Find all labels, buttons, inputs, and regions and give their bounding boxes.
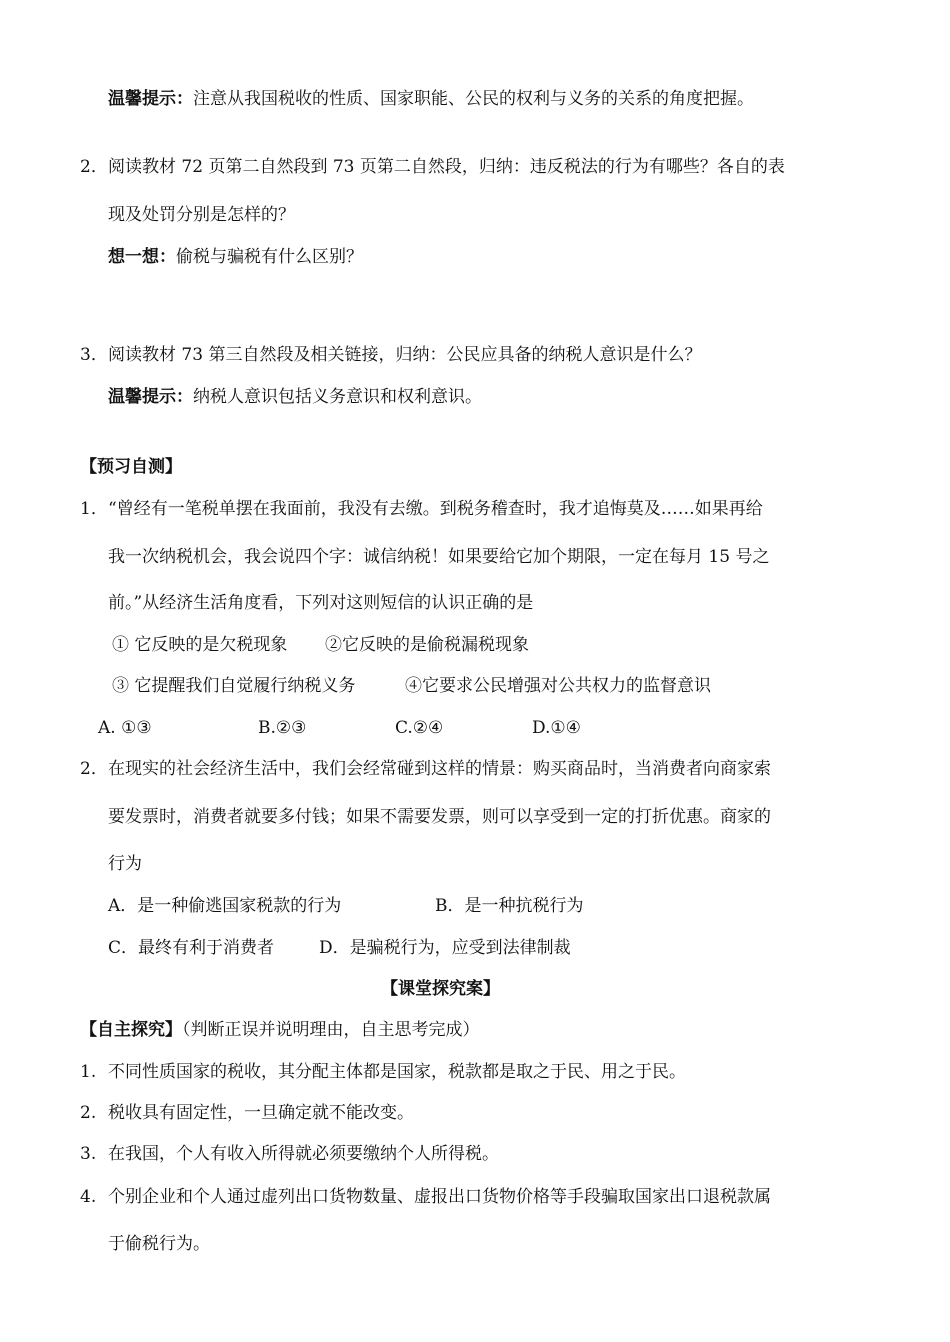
explore-item-2: [80, 1102, 414, 1124]
question-text: 阅读教材 72 页第二自然段到 73 页第二自然段，归纳：违反税法的行为有哪些？各自的表: [108, 157, 785, 177]
statement-row-1: [112, 634, 529, 656]
tip-line-1: [108, 88, 754, 110]
statement-row-2: [112, 675, 711, 697]
statement-4: ④它要求公民增强对公共权力的监督意识: [405, 676, 711, 696]
option-a: A. ①③: [98, 718, 152, 738]
option-d: D.①④: [532, 718, 581, 738]
answer-options-q2-row-1: [108, 895, 584, 917]
question-number: 2．: [80, 759, 108, 779]
item-number: 1.: [80, 1062, 97, 1082]
tip-label: 温馨提示：: [108, 387, 193, 407]
tip-line-2: [108, 386, 482, 408]
statement-1: ① 它反映的是欠税现象: [112, 635, 288, 655]
option-c: C．最终有利于消费者: [108, 938, 275, 958]
item-number: 2.: [80, 1103, 97, 1123]
tip-label: 温馨提示：: [108, 89, 193, 109]
test-q1-line-2: 我一次纳税机会，我会说四个字：诚信纳税！如果要给它加个期限，一定在每月 15 号之: [108, 547, 770, 567]
option-d: D．是骗税行为，应受到法律制裁: [319, 938, 571, 958]
item-text: 不同性质国家的税收，其分配主体都是国家，税款都是取之于民、用之于民。: [108, 1062, 686, 1082]
section-heading-preview: 【预习自测】: [80, 457, 182, 477]
answer-options-q1: [98, 717, 581, 739]
question-2-line-1: [80, 156, 785, 178]
question-text: 在现实的社会经济生活中，我们会经常碰到这样的情景：购买商品时，当消费者向商家索: [108, 759, 771, 779]
tip-text: 注意从我国税收的性质、国家职能、公民的权利与义务的关系的角度把握。: [193, 89, 754, 109]
test-q2-line-2: 要发票时，消费者就要多付钱；如果不需要发票，则可以享受到一定的打折优惠。商家的: [108, 807, 771, 827]
option-a: A．是一种偷逃国家税款的行为: [108, 896, 342, 916]
question-number: 2．: [80, 157, 108, 177]
item-number: 3.: [80, 1144, 97, 1164]
test-q1-line-3: 前。”从经济生活角度看，下列对这则短信的认识正确的是: [108, 593, 534, 613]
answer-options-q2-row-2: [108, 937, 571, 959]
explore-item-4: [80, 1186, 771, 1208]
statement-2: ②它反映的是偷税漏税现象: [325, 635, 529, 655]
think-text: 偷税与骗税有什么区别？: [176, 247, 363, 267]
question-text: “曾经有一笔税单摆在我面前，我没有去缴。到税务稽查时，我才追悔莫及……如果再给: [108, 499, 763, 519]
option-b: B．是一种抗税行为: [435, 896, 584, 916]
option-c: C.②④: [395, 718, 444, 738]
think-label: 想一想：: [108, 247, 176, 267]
explore-item-4-line-2: 于偷税行为。: [108, 1234, 210, 1254]
explore-item-1: [80, 1061, 686, 1083]
question-text: 阅读教材 73 第三自然段及相关链接，归纳：公民应具备的纳税人意识是什么？: [108, 345, 702, 365]
question-number: 3．: [80, 345, 108, 365]
test-q1-line-1: [80, 498, 763, 520]
self-explore-heading: 【自主探究】: [80, 1020, 182, 1040]
tip-text: 纳税人意识包括义务意识和权利意识。: [193, 387, 482, 407]
think-line: [108, 246, 363, 268]
item-text: 在我国，个人有收入所得就必须要缴纳个人所得税。: [108, 1144, 499, 1164]
self-explore-note: （判断正误并说明理由，自主思考完成）: [182, 1020, 480, 1040]
test-q2-line-3: 行为: [108, 854, 142, 874]
explore-item-3: [80, 1143, 499, 1165]
self-explore-heading-line: [80, 1019, 480, 1041]
section-heading-classroom: 【课堂探究案】: [381, 979, 500, 999]
item-number: 4.: [80, 1187, 97, 1207]
question-3-line-1: [80, 344, 701, 366]
question-number: 1．: [80, 499, 108, 519]
statement-3: ③ 它提醒我们自觉履行纳税义务: [112, 676, 356, 696]
item-text: 个别企业和个人通过虚列出口货物数量、虚报出口货物价格等手段骗取国家出口退税款属: [108, 1187, 771, 1207]
test-q2-line-1: [80, 758, 771, 780]
question-2-line-2: 现及处罚分别是怎样的？: [108, 205, 295, 225]
item-text: 税收具有固定性，一旦确定就不能改变。: [108, 1103, 414, 1123]
option-b: B.②③: [258, 718, 307, 738]
